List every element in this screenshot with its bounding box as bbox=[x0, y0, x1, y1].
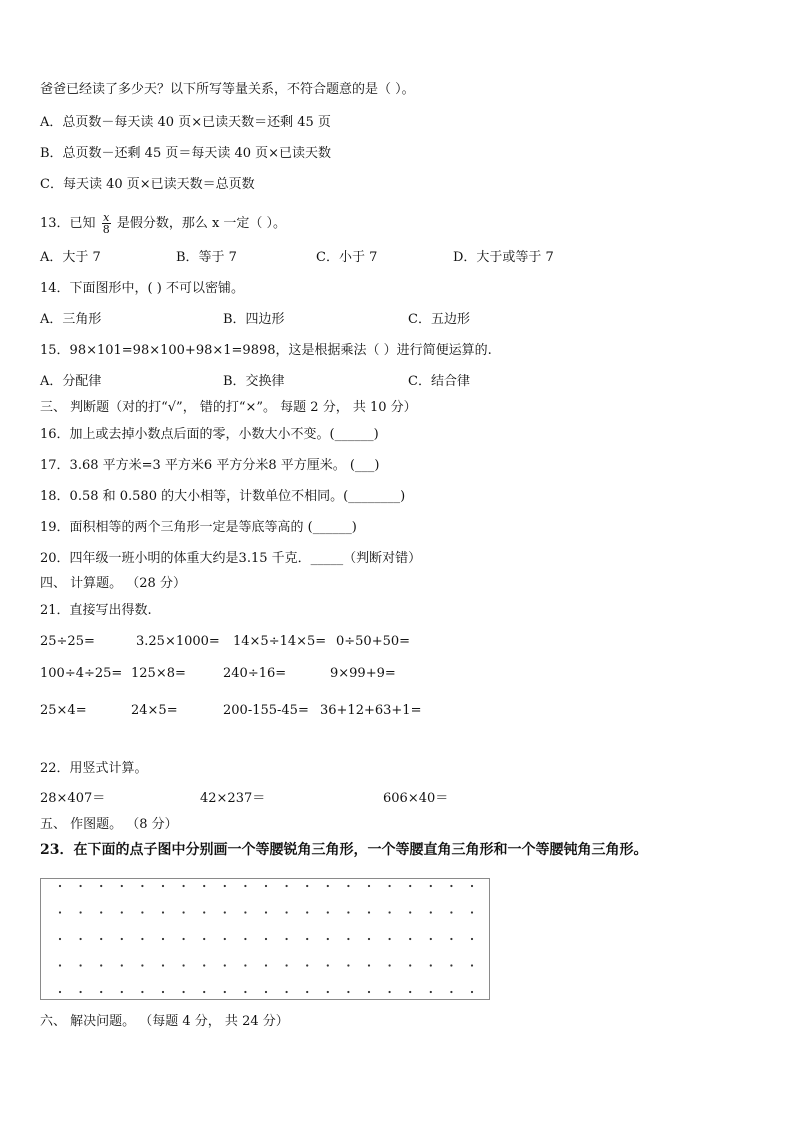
grid-dot bbox=[162, 964, 164, 966]
grid-dot bbox=[80, 885, 82, 887]
grid-dot bbox=[59, 964, 61, 966]
grid-dot bbox=[100, 911, 102, 913]
grid-dot bbox=[327, 911, 329, 913]
grid-dot bbox=[265, 938, 267, 940]
grid-dot bbox=[244, 964, 246, 966]
grid-dot bbox=[389, 885, 391, 887]
grid-dot bbox=[100, 885, 102, 887]
grid-dot bbox=[471, 938, 473, 940]
grid-dot bbox=[286, 991, 288, 993]
grid-dot bbox=[100, 991, 102, 993]
grid-dot bbox=[286, 885, 288, 887]
q21-r3-c2: 24×5= bbox=[131, 703, 178, 718]
grid-dot bbox=[100, 964, 102, 966]
grid-dot bbox=[347, 938, 349, 940]
grid-dot bbox=[327, 964, 329, 966]
grid-dot bbox=[265, 911, 267, 913]
grid-dot bbox=[450, 885, 452, 887]
grid-dot bbox=[100, 938, 102, 940]
q14-option-a: A．三角形 bbox=[40, 312, 102, 327]
q15-option-c: C．结合律 bbox=[408, 374, 470, 389]
grid-dot bbox=[183, 991, 185, 993]
grid-dot bbox=[244, 885, 246, 887]
grid-dot bbox=[347, 964, 349, 966]
grid-dot bbox=[183, 911, 185, 913]
q22-item-1: 28×407＝ bbox=[40, 791, 106, 806]
dot-grid[interactable] bbox=[40, 878, 490, 1000]
grid-dot bbox=[244, 911, 246, 913]
grid-dot bbox=[306, 938, 308, 940]
grid-dot bbox=[409, 885, 411, 887]
grid-dot bbox=[409, 991, 411, 993]
q21-r1-c4: 0÷50+50= bbox=[336, 634, 411, 649]
grid-dot bbox=[430, 938, 432, 940]
grid-dot bbox=[141, 885, 143, 887]
grid-dot bbox=[224, 885, 226, 887]
grid-dot bbox=[203, 991, 205, 993]
section6-title: 六、 解决问题。 （每题 4 分， 共 24 分） bbox=[40, 1014, 289, 1029]
section4-title: 四、 计算题。 （28 分） bbox=[40, 576, 186, 591]
q14-option-c: C．五边形 bbox=[408, 312, 470, 327]
grid-dot bbox=[162, 885, 164, 887]
grid-dot bbox=[430, 991, 432, 993]
grid-dot bbox=[203, 885, 205, 887]
q22-item-3: 606×40＝ bbox=[383, 791, 449, 806]
q12-option-a: A．总页数－每天读 40 页×已读天数＝还剩 45 页 bbox=[40, 115, 331, 130]
q13-suffix: 是假分数，那么 x 一定（ ）。 bbox=[116, 216, 287, 231]
grid-dot bbox=[244, 938, 246, 940]
grid-dot bbox=[265, 964, 267, 966]
grid-dot bbox=[59, 938, 61, 940]
grid-dot bbox=[347, 991, 349, 993]
grid-dot bbox=[450, 938, 452, 940]
q14-stem: 14．下面图形中，( ) 不可以密铺。 bbox=[40, 281, 244, 296]
q17: 17．3.68 平方米=3 平方米6 平方分米8 平方厘米。 (___) bbox=[40, 458, 380, 473]
q21-r3-c4: 36+12+63+1= bbox=[320, 703, 422, 718]
q19: 19．面积相等的两个三角形一定是等底等高的 (______) bbox=[40, 520, 357, 535]
grid-dot bbox=[183, 964, 185, 966]
q21-r1-c2: 3.25×1000= bbox=[136, 634, 220, 649]
grid-dot bbox=[183, 938, 185, 940]
grid-dot bbox=[450, 991, 452, 993]
grid-dot bbox=[368, 964, 370, 966]
q13-prefix: 13．已知 bbox=[40, 216, 96, 231]
grid-dot bbox=[286, 938, 288, 940]
grid-dot bbox=[389, 964, 391, 966]
q22-stem: 22．用竖式计算。 bbox=[40, 761, 148, 776]
q13-option-c: C．小于 7 bbox=[316, 250, 378, 265]
grid-dot bbox=[59, 885, 61, 887]
grid-dot bbox=[471, 964, 473, 966]
q13-option-d: D．大于或等于 7 bbox=[453, 250, 554, 265]
grid-dot bbox=[59, 991, 61, 993]
grid-dot bbox=[409, 964, 411, 966]
grid-dot bbox=[203, 964, 205, 966]
grid-dot bbox=[121, 911, 123, 913]
grid-dot bbox=[368, 991, 370, 993]
grid-dot bbox=[59, 911, 61, 913]
grid-dot bbox=[306, 991, 308, 993]
q21-r2-c2: 125×8= bbox=[131, 666, 186, 681]
q12-option-b: B．总页数－还剩 45 页＝每天读 40 页×已读天数 bbox=[40, 146, 332, 161]
grid-dot bbox=[306, 885, 308, 887]
q15-option-a: A．分配律 bbox=[40, 374, 102, 389]
section3-title: 三、 判断题（对的打“√”， 错的打“×”。 每题 2 分， 共 10 分） bbox=[40, 400, 417, 415]
grid-dot bbox=[327, 938, 329, 940]
q13-fraction-denominator: 8 bbox=[102, 223, 110, 236]
grid-dot bbox=[327, 885, 329, 887]
q21-r2-c4: 9×99+9= bbox=[330, 666, 396, 681]
grid-dot bbox=[306, 964, 308, 966]
q15-option-b: B．交换律 bbox=[223, 374, 285, 389]
grid-dot bbox=[224, 938, 226, 940]
grid-dot bbox=[389, 938, 391, 940]
grid-dot bbox=[121, 991, 123, 993]
grid-dot bbox=[430, 885, 432, 887]
grid-dot bbox=[141, 938, 143, 940]
q21-r2-c1: 100÷4÷25= bbox=[40, 666, 123, 681]
grid-dot bbox=[162, 911, 164, 913]
q21-r3-c3: 200-155-45= bbox=[223, 703, 309, 718]
grid-dot bbox=[471, 885, 473, 887]
grid-dot bbox=[265, 885, 267, 887]
grid-dot bbox=[450, 964, 452, 966]
grid-dot bbox=[327, 991, 329, 993]
grid-dot bbox=[409, 911, 411, 913]
grid-dot bbox=[306, 911, 308, 913]
q21-r3-c1: 25×4= bbox=[40, 703, 87, 718]
grid-dot bbox=[141, 964, 143, 966]
q13-fraction bbox=[102, 212, 111, 235]
q13-stem bbox=[40, 212, 286, 235]
q21-r1-c1: 25÷25= bbox=[40, 634, 95, 649]
grid-dot bbox=[162, 938, 164, 940]
q18: 18．0.58 和 0.580 的大小相等，计数单位不相同。(________) bbox=[40, 489, 406, 504]
grid-dot bbox=[389, 991, 391, 993]
grid-dot bbox=[347, 911, 349, 913]
grid-dot bbox=[141, 991, 143, 993]
section5-title: 五、 作图题。 （8 分） bbox=[40, 817, 178, 832]
grid-dot bbox=[450, 911, 452, 913]
grid-dot bbox=[224, 964, 226, 966]
q14-option-b: B．四边形 bbox=[223, 312, 285, 327]
grid-dot bbox=[347, 885, 349, 887]
grid-dot bbox=[430, 964, 432, 966]
q12-option-c: C．每天读 40 页×已读天数＝总页数 bbox=[40, 177, 255, 192]
grid-dot bbox=[244, 991, 246, 993]
grid-dot bbox=[286, 911, 288, 913]
q13-fraction-numerator: x bbox=[103, 211, 110, 224]
grid-dot bbox=[141, 911, 143, 913]
grid-dot bbox=[80, 991, 82, 993]
q23-stem: 23．在下面的点子图中分别画一个等腰锐角三角形，一个等腰直角三角形和一个等腰钝角三角形。 bbox=[40, 842, 648, 858]
grid-dot bbox=[368, 911, 370, 913]
q15-stem: 15．98×101=98×100+98×1=9898，这是根据乘法（ ）进行简便运算的. bbox=[40, 343, 492, 358]
grid-dot bbox=[368, 938, 370, 940]
grid-dot bbox=[80, 911, 82, 913]
grid-dot bbox=[183, 885, 185, 887]
q16: 16．加上或去掉小数点后面的零，小数大小不变。(______) bbox=[40, 427, 379, 442]
q13-option-a: A．大于 7 bbox=[40, 250, 101, 265]
grid-dot bbox=[224, 911, 226, 913]
q22-item-2: 42×237＝ bbox=[200, 791, 266, 806]
grid-dot bbox=[471, 991, 473, 993]
q12-stem-tail: 爸爸已经读了多少天？以下所写等量关系，不符合题意的是（ ）。 bbox=[40, 82, 415, 97]
grid-dot bbox=[121, 885, 123, 887]
grid-dot bbox=[121, 938, 123, 940]
grid-dot bbox=[224, 991, 226, 993]
grid-dot bbox=[162, 991, 164, 993]
grid-dot bbox=[368, 885, 370, 887]
grid-dot bbox=[389, 911, 391, 913]
q13-option-b: B．等于 7 bbox=[176, 250, 237, 265]
grid-dot bbox=[471, 911, 473, 913]
grid-dot bbox=[203, 911, 205, 913]
grid-dot bbox=[80, 964, 82, 966]
grid-dot bbox=[265, 991, 267, 993]
q20: 20．四年级一班小明的体重大约是3.15 千克．_____（判断对错） bbox=[40, 551, 422, 566]
q21-r1-c3: 14×5÷14×5= bbox=[233, 634, 327, 649]
grid-dot bbox=[409, 938, 411, 940]
q21-stem: 21．直接写出得数. bbox=[40, 603, 152, 618]
grid-dot bbox=[80, 938, 82, 940]
grid-dot bbox=[121, 964, 123, 966]
q21-r2-c3: 240÷16= bbox=[223, 666, 287, 681]
grid-dot bbox=[286, 964, 288, 966]
grid-dot bbox=[430, 911, 432, 913]
grid-dot bbox=[203, 938, 205, 940]
